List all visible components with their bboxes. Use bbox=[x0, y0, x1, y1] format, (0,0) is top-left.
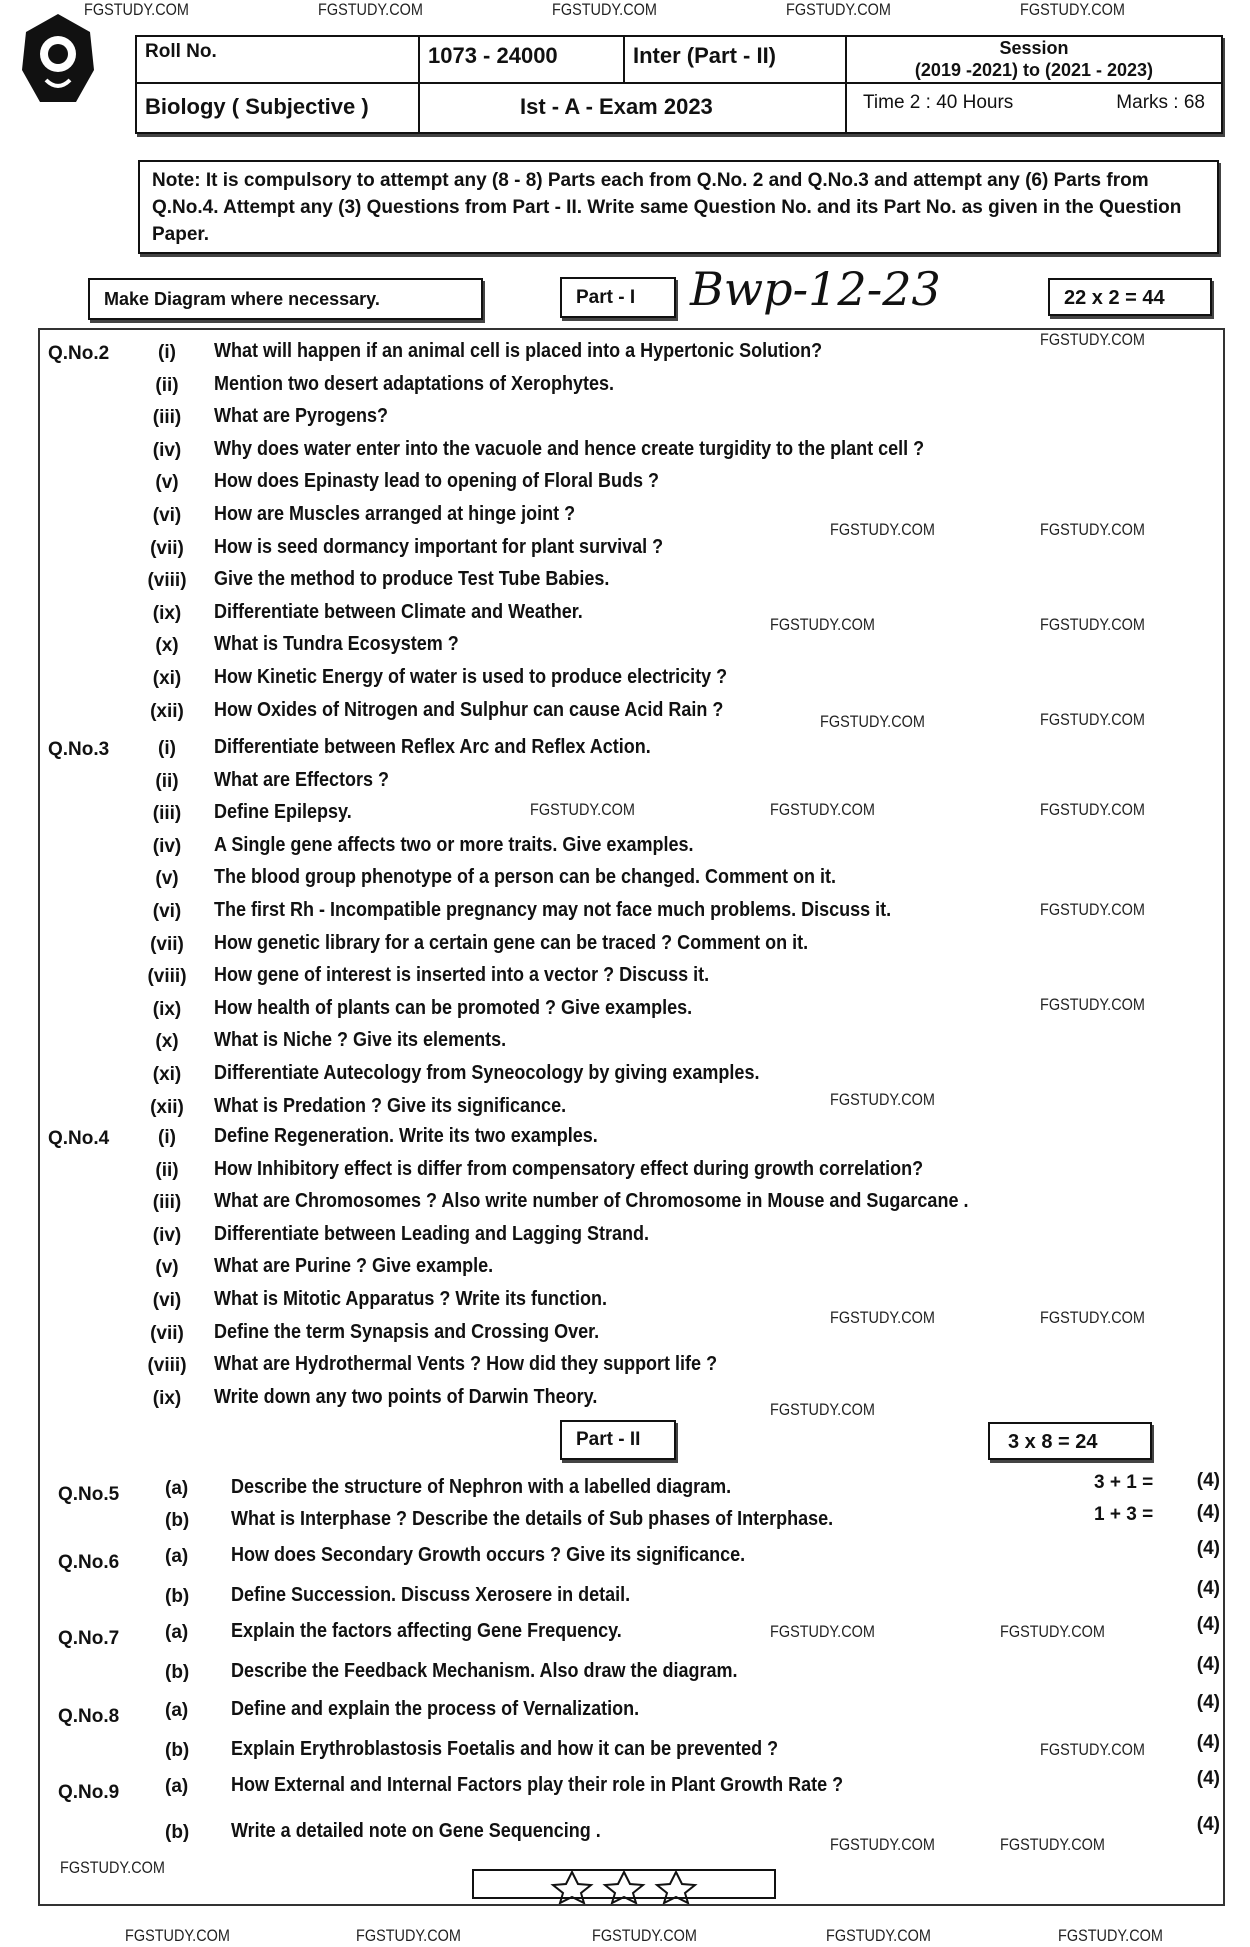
watermark: FGSTUDY.COM bbox=[552, 0, 657, 19]
paper-code: 1073 - 24000 bbox=[420, 37, 625, 84]
part-number: (ix) bbox=[152, 1387, 182, 1409]
session-label: Session bbox=[999, 38, 1069, 58]
part-ii-label: Part - II bbox=[560, 1420, 676, 1460]
watermark: FGSTUDY.COM bbox=[786, 0, 891, 19]
watermark: FGSTUDY.COM bbox=[356, 1926, 461, 1945]
time-marks bbox=[847, 84, 1221, 132]
question-text: Differentiate between Leading and Lagging Strand. bbox=[214, 1222, 650, 1245]
part-ii-marks: 3 x 8 = 24 bbox=[988, 1422, 1152, 1460]
watermark: FGSTUDY.COM bbox=[770, 1400, 875, 1419]
question-marks: (4) bbox=[1196, 1502, 1220, 1523]
part-number: (i) bbox=[158, 342, 176, 363]
question-marks: (4) bbox=[1196, 1538, 1220, 1559]
session-value: (2019 -2021) to (2021 - 2023) bbox=[914, 60, 1154, 80]
part-number: (x) bbox=[155, 1031, 179, 1053]
watermark: FGSTUDY.COM bbox=[830, 1090, 935, 1109]
part-number: (vii) bbox=[150, 933, 184, 955]
time-label: Time 2 : 40 Hours bbox=[863, 92, 1014, 113]
part-number: (b) bbox=[165, 1662, 190, 1683]
part-number: (xi) bbox=[152, 1064, 182, 1085]
question-number: Q.No.9 bbox=[58, 1782, 120, 1803]
question-text: Describe the structure of Nephron with a labelled diagram. bbox=[231, 1476, 732, 1498]
question-number: Q.No.5 bbox=[58, 1484, 120, 1505]
watermark: FGSTUDY.COM bbox=[60, 1858, 165, 1877]
session-cell bbox=[847, 37, 1221, 84]
watermark: FGSTUDY.COM bbox=[1058, 1926, 1163, 1945]
watermark: FGSTUDY.COM bbox=[770, 800, 875, 819]
question-number: Q.No.2 bbox=[48, 343, 110, 364]
question-text: What are Pyrogens? bbox=[214, 405, 389, 428]
marks-split: 3 + 1 = bbox=[1094, 1472, 1154, 1493]
question-text: How is seed dormancy important for plant survival ? bbox=[214, 535, 664, 558]
question-text: How are Muscles arranged at hinge joint ? bbox=[214, 503, 576, 525]
question-text: How does Epinasty lead to opening of Floral Buds ? bbox=[214, 470, 660, 493]
part-number: (i) bbox=[158, 1127, 176, 1148]
part-number: (i) bbox=[158, 738, 176, 759]
question-marks: (4) bbox=[1196, 1654, 1220, 1675]
class-label: Inter (Part - II) bbox=[625, 37, 847, 84]
question-text: Give the method to produce Test Tube Babies. bbox=[214, 568, 610, 591]
watermark: FGSTUDY.COM bbox=[1000, 1835, 1105, 1854]
question-text: What is Tundra Ecosystem ? bbox=[214, 633, 459, 656]
watermark: FGSTUDY.COM bbox=[318, 0, 423, 19]
question-text: How gene of interest is inserted into a vector ? Discuss it. bbox=[214, 964, 710, 987]
question-number: Q.No.3 bbox=[48, 739, 110, 760]
question-text: Why does water enter into the vacuole and hence create turgidity to the plant cell ? bbox=[214, 437, 925, 460]
question-text: How External and Internal Factors play their role in Plant Growth Rate ? bbox=[231, 1774, 844, 1796]
part-number: (ix) bbox=[152, 602, 182, 624]
part-number: (iv) bbox=[152, 835, 182, 857]
part-number: (iv) bbox=[152, 1224, 182, 1246]
question-text: How Inhibitory effect is differ from compensatory effect during growth correlation? bbox=[214, 1157, 924, 1180]
question-number: Q.No.8 bbox=[58, 1706, 120, 1727]
exam-header bbox=[135, 35, 1223, 134]
question-text: What is Niche ? Give its elements. bbox=[214, 1029, 507, 1052]
question-text: What are Chromosomes ? Also write number of Chromosome in Mouse and Sugarcane . bbox=[214, 1190, 969, 1213]
part-number: (a) bbox=[165, 1478, 189, 1499]
question-text: Define and explain the process of Vernalization. bbox=[231, 1698, 640, 1720]
part-number: (b) bbox=[165, 1510, 190, 1531]
watermark: FGSTUDY.COM bbox=[1020, 0, 1125, 19]
part-number: (vii) bbox=[150, 1322, 184, 1344]
watermark: FGSTUDY.COM bbox=[770, 1622, 875, 1641]
question-text: Define Epilepsy. bbox=[214, 801, 352, 824]
question-text: Differentiate between Reflex Arc and Reflex Action. bbox=[214, 736, 651, 758]
watermark: FGSTUDY.COM bbox=[1000, 1622, 1105, 1641]
part-number: (vi) bbox=[152, 1290, 182, 1311]
question-text: How genetic library for a certain gene can be traced ? Comment on it. bbox=[214, 931, 809, 954]
board-logo-icon bbox=[18, 10, 98, 110]
part-number: (b) bbox=[165, 1586, 190, 1607]
question-marks: (4) bbox=[1196, 1470, 1220, 1491]
part-number: (ii) bbox=[155, 1159, 179, 1181]
watermark: FGSTUDY.COM bbox=[1040, 1740, 1145, 1759]
question-marks: (4) bbox=[1196, 1732, 1220, 1753]
watermark: FGSTUDY.COM bbox=[1040, 900, 1145, 919]
question-number: Q.No.7 bbox=[58, 1628, 120, 1649]
part-number: (b) bbox=[165, 1740, 190, 1761]
watermark: FGSTUDY.COM bbox=[1040, 995, 1145, 1014]
question-number: Q.No.4 bbox=[48, 1128, 110, 1149]
part-number: (b) bbox=[165, 1822, 190, 1843]
question-text: Define Succession. Discuss Xerosere in detail. bbox=[231, 1584, 631, 1606]
question-text: How Kinetic Energy of water is used to produce electricity ? bbox=[214, 666, 728, 688]
watermark: FGSTUDY.COM bbox=[830, 1308, 935, 1327]
part-number: (ii) bbox=[155, 770, 179, 792]
part-number: (xii) bbox=[150, 700, 184, 722]
question-text: Describe the Feedback Mechanism. Also draw the diagram. bbox=[231, 1660, 738, 1682]
watermark: FGSTUDY.COM bbox=[826, 1926, 931, 1945]
question-text: What is Interphase ? Describe the details of Sub phases of Interphase. bbox=[231, 1508, 834, 1530]
question-text: Write down any two points of Darwin Theory. bbox=[214, 1385, 598, 1408]
watermark: FGSTUDY.COM bbox=[1040, 1308, 1145, 1327]
question-text: The first Rh - Incompatible pregnancy may not face much problems. Discuss it. bbox=[214, 899, 892, 921]
part-number: (iii) bbox=[152, 1192, 182, 1214]
watermark: FGSTUDY.COM bbox=[830, 520, 935, 539]
part-number: (xii) bbox=[150, 1096, 184, 1118]
exam-label: Ist - A - Exam 2023 bbox=[420, 84, 847, 132]
question-text: Mention two desert adaptations of Xerophytes. bbox=[214, 372, 615, 395]
part-number: (iii) bbox=[152, 803, 182, 825]
question-marks: (4) bbox=[1196, 1614, 1220, 1635]
watermark: FGSTUDY.COM bbox=[84, 0, 189, 19]
part-number: (viii) bbox=[147, 1355, 187, 1377]
watermark: FGSTUDY.COM bbox=[1040, 520, 1145, 539]
watermark: FGSTUDY.COM bbox=[830, 1835, 935, 1854]
stars-ornament-icon bbox=[472, 1868, 777, 1904]
question-marks: (4) bbox=[1196, 1814, 1220, 1835]
diagram-instruction: Make Diagram where necessary. bbox=[88, 278, 483, 320]
question-text: What is Mitotic Apparatus ? Write its function. bbox=[214, 1288, 608, 1310]
question-text: Differentiate between Climate and Weather. bbox=[214, 600, 583, 623]
question-text: What are Effectors ? bbox=[214, 768, 390, 791]
part-number: (viii) bbox=[147, 966, 187, 988]
part-number: (viii) bbox=[147, 570, 187, 592]
handwritten-code: Bwp-12-23 bbox=[690, 262, 941, 316]
marks-split: 1 + 3 = bbox=[1094, 1504, 1154, 1525]
question-text: Define Regeneration. Write its two examples. bbox=[214, 1125, 598, 1147]
subject-label: Biology ( Subjective ) bbox=[137, 84, 420, 132]
part-number: (v) bbox=[155, 472, 179, 494]
watermark: FGSTUDY.COM bbox=[530, 800, 635, 819]
watermark: FGSTUDY.COM bbox=[125, 1926, 230, 1945]
watermark: FGSTUDY.COM bbox=[820, 712, 925, 731]
question-text: What is Predation ? Give its significance. bbox=[214, 1094, 567, 1117]
part-number: (v) bbox=[155, 868, 179, 890]
question-text: Define the term Synapsis and Crossing Over. bbox=[214, 1320, 600, 1343]
part-number: (iii) bbox=[152, 407, 182, 429]
watermark: FGSTUDY.COM bbox=[592, 1926, 697, 1945]
watermark: FGSTUDY.COM bbox=[1040, 800, 1145, 819]
watermark: FGSTUDY.COM bbox=[770, 615, 875, 634]
question-text: What will happen if an animal cell is placed into a Hypertonic Solution? bbox=[214, 340, 823, 362]
part-number: (a) bbox=[165, 1622, 189, 1643]
part-number: (x) bbox=[155, 635, 179, 657]
question-marks: (4) bbox=[1196, 1692, 1220, 1713]
part-number: (a) bbox=[165, 1776, 189, 1797]
question-text: A Single gene affects two or more traits. Give examples. bbox=[214, 833, 694, 856]
part-number: (vi) bbox=[152, 505, 182, 526]
question-text: What are Hydrothermal Vents ? How did they support life ? bbox=[214, 1353, 718, 1376]
roll-no-label: Roll No. bbox=[137, 37, 420, 84]
question-marks: (4) bbox=[1196, 1578, 1220, 1599]
question-text: Explain Erythroblastosis Foetalis and how it can be prevented ? bbox=[231, 1738, 779, 1760]
part-number: (vi) bbox=[152, 901, 182, 922]
part-number: (a) bbox=[165, 1546, 189, 1567]
question-text: Differentiate Autecology from Syneocology by giving examples. bbox=[214, 1062, 760, 1084]
marks-label: Marks : 68 bbox=[1116, 92, 1205, 113]
part-i-label: Part - I bbox=[560, 277, 676, 318]
question-text: What are Purine ? Give example. bbox=[214, 1255, 494, 1278]
question-text: Write a detailed note on Gene Sequencing . bbox=[231, 1820, 601, 1842]
question-text: How health of plants can be promoted ? Give examples. bbox=[214, 996, 693, 1019]
part-number: (iv) bbox=[152, 439, 182, 461]
question-marks: (4) bbox=[1196, 1768, 1220, 1789]
watermark: FGSTUDY.COM bbox=[1040, 615, 1145, 634]
question-number: Q.No.6 bbox=[58, 1552, 120, 1573]
part-number: (a) bbox=[165, 1700, 189, 1721]
question-text: How Oxides of Nitrogen and Sulphur can cause Acid Rain ? bbox=[214, 698, 724, 721]
question-text: The blood group phenotype of a person can be changed. Comment on it. bbox=[214, 866, 837, 889]
part-i-marks: 22 x 2 = 44 bbox=[1048, 278, 1212, 316]
part-number: (ii) bbox=[155, 374, 179, 396]
part-number: (xi) bbox=[152, 668, 182, 689]
question-text: Explain the factors affecting Gene Frequency. bbox=[231, 1620, 622, 1642]
watermark: FGSTUDY.COM bbox=[1040, 710, 1145, 729]
instructions-note: Note: It is compulsory to attempt any (8 - 8) Parts each from Q.No. 2 and Q.No.3 and attempt any (6) Parts from Q.No.4. Attempt any (3) Questions from Part - II. Write same Question No. and its Part No. as given in the Question Paper. bbox=[138, 160, 1219, 254]
question-text: How does Secondary Growth occurs ? Give its significance. bbox=[231, 1544, 746, 1566]
part-number: (ix) bbox=[152, 998, 182, 1020]
part-number: (vii) bbox=[150, 537, 184, 559]
part-number: (v) bbox=[155, 1257, 179, 1279]
watermark: FGSTUDY.COM bbox=[1040, 330, 1145, 349]
